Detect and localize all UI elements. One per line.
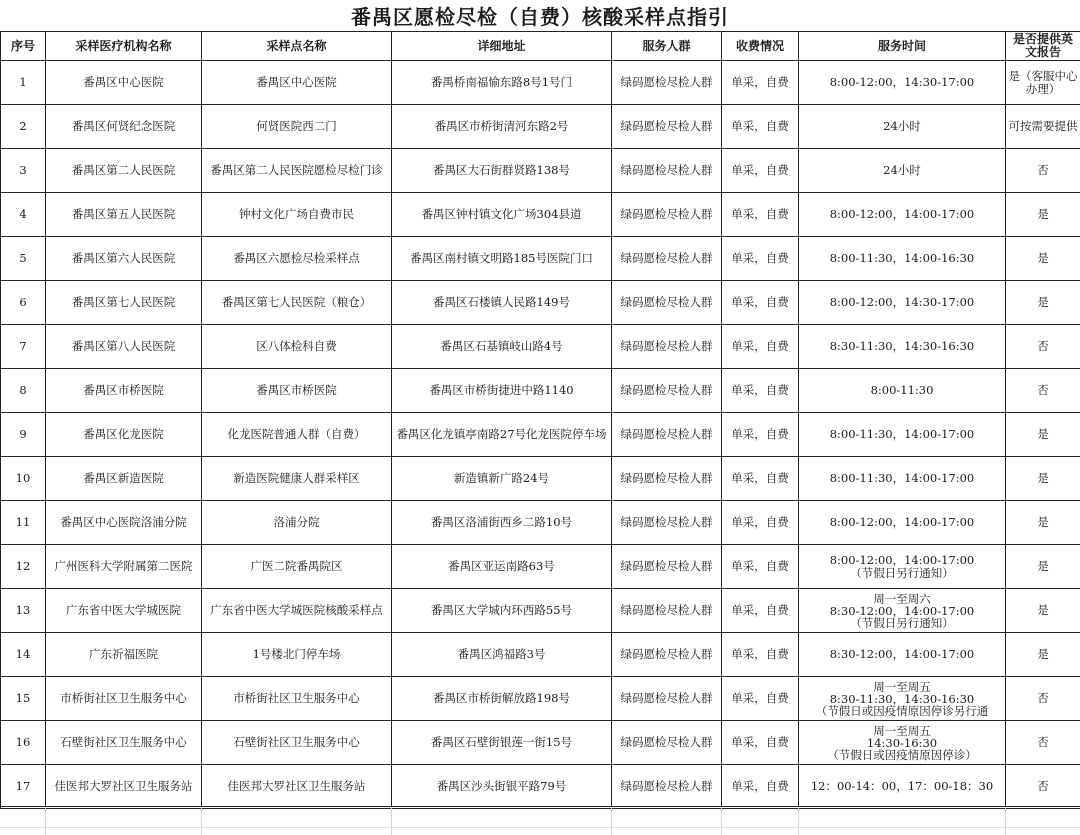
cell-group: 绿码愿检尽检人群: [612, 677, 722, 721]
cell-group: 绿码愿检尽检人群: [612, 105, 722, 149]
cell-address: 番禺区大石街群贤路138号: [392, 149, 612, 193]
cell-fee: 单采，自费: [722, 721, 799, 765]
cell-english-report: 否: [1006, 149, 1080, 193]
cell-address: 番禺区石壁街银莲一街15号: [392, 721, 612, 765]
cell-english-report: 是: [1006, 545, 1080, 589]
cell-no: 8: [1, 369, 46, 413]
cell-english-report: 是: [1006, 633, 1080, 677]
cell-group: 绿码愿检尽检人群: [612, 457, 722, 501]
hours-line: 8:00-12:00，14:30-17:00: [801, 76, 1003, 89]
cell-english-report: 是: [1006, 193, 1080, 237]
hours-line: 周一至周六: [801, 593, 1003, 605]
hours-line: 24小时: [801, 164, 1003, 177]
cell-org: 广东省中医大学城医院: [46, 589, 202, 633]
cell-hours: [799, 237, 1006, 281]
hours-line: 8:00-12:00，14:00-17:00: [801, 516, 1003, 529]
cell-fee: 单采，自费: [722, 413, 799, 457]
cell-org: 佳医邦大罗社区卫生服务站: [46, 765, 202, 809]
cell-site: 新造医院健康人群采样区: [202, 457, 392, 501]
col-header-address: 详细地址: [392, 32, 612, 61]
cell-no: 7: [1, 325, 46, 369]
cell-fee: 单采，自费: [722, 765, 799, 809]
cell-group: 绿码愿检尽检人群: [612, 193, 722, 237]
cell-fee: 单采，自费: [722, 501, 799, 545]
hours-line: （节假日或因疫情原因停诊）: [801, 749, 1003, 761]
cell-group: 绿码愿检尽检人群: [612, 633, 722, 677]
table-row: [1, 501, 1080, 545]
cell-no: 4: [1, 193, 46, 237]
cell-no: 11: [1, 501, 46, 545]
cell-english-report: 否: [1006, 765, 1080, 809]
cell-no: 6: [1, 281, 46, 325]
cell-site: 市桥街社区卫生服务中心: [202, 677, 392, 721]
cell-site: 佳医邦大罗社区卫生服务站: [202, 765, 392, 809]
cell-no: 5: [1, 237, 46, 281]
hours-line: 8:00-11:30，14:00-17:00: [801, 472, 1003, 485]
cell-site: 何贤医院西二门: [202, 105, 392, 149]
cell-address: 番禺区市桥街捷进中路1140: [392, 369, 612, 413]
table-row: [1, 281, 1080, 325]
cell-fee: 单采，自费: [722, 325, 799, 369]
cell-org: 番禺区第七人民医院: [46, 281, 202, 325]
cell-english-report: 否: [1006, 677, 1080, 721]
cell-no: 17: [1, 765, 46, 809]
cell-group: 绿码愿检尽检人群: [612, 721, 722, 765]
cell-fee: 单采，自费: [722, 633, 799, 677]
col-header-english-report: 是否提供英文报告: [1006, 32, 1080, 61]
cell-site: 番禺区第七人民医院（粮仓）: [202, 281, 392, 325]
empty-sheet-area: [0, 806, 1080, 835]
cell-fee: 单采，自费: [722, 457, 799, 501]
cell-no: 14: [1, 633, 46, 677]
hours-line: 24小时: [801, 120, 1003, 133]
cell-no: 16: [1, 721, 46, 765]
hours-line: （节假日另行通知）: [801, 617, 1003, 629]
cell-group: 绿码愿检尽检人群: [612, 369, 722, 413]
hours-line: 8:30-11:30，14:30-16:30: [801, 340, 1003, 353]
cell-no: 13: [1, 589, 46, 633]
table-row: [1, 61, 1080, 105]
cell-hours: [799, 765, 1006, 809]
cell-fee: 单采，自费: [722, 281, 799, 325]
cell-site: 广医二院番禺院区: [202, 545, 392, 589]
cell-org: 番禺区市桥医院: [46, 369, 202, 413]
cell-address: 番禺区石楼镇人民路149号: [392, 281, 612, 325]
cell-site: 1号楼北门停车场: [202, 633, 392, 677]
cell-hours: [799, 589, 1006, 633]
table-row: [1, 677, 1080, 721]
cell-group: 绿码愿检尽检人群: [612, 765, 722, 809]
hours-line: 8:00-12:00，14:00-17:00: [801, 554, 1003, 567]
cell-address: 新造镇新广路24号: [392, 457, 612, 501]
cell-hours: [799, 325, 1006, 369]
cell-english-report: 否: [1006, 325, 1080, 369]
cell-no: 15: [1, 677, 46, 721]
cell-hours: [799, 633, 1006, 677]
cell-hours: [799, 61, 1006, 105]
cell-address: 番禺区大学城内环西路55号: [392, 589, 612, 633]
hours-line: 12：00-14：00，17：00-18：30: [801, 780, 1003, 793]
hours-line: 8:00-11:30，14:00-17:00: [801, 428, 1003, 441]
cell-site: 化龙医院普通人群（自费）: [202, 413, 392, 457]
cell-hours: [799, 281, 1006, 325]
col-header-site: 采样点名称: [202, 32, 392, 61]
cell-address: 番禺区洛浦街西乡二路10号: [392, 501, 612, 545]
hours-line: 周一至周五: [801, 681, 1003, 693]
table-row: [1, 457, 1080, 501]
cell-english-report: 是（客服中心办理）: [1006, 61, 1080, 105]
hours-line: （节假日或因疫情原因停诊另行通: [801, 705, 1003, 717]
table-body: [1, 61, 1080, 809]
cell-fee: 单采，自费: [722, 369, 799, 413]
cell-hours: [799, 501, 1006, 545]
hours-line: 8:30-11:30，14:30-16:30: [801, 693, 1003, 705]
cell-org: 番禺区第五人民医院: [46, 193, 202, 237]
cell-address: 番禺区市桥街解放路198号: [392, 677, 612, 721]
cell-org: 番禺区中心医院: [46, 61, 202, 105]
cell-hours: [799, 413, 1006, 457]
hours-line: 8:00-11:30，14:00-16:30: [801, 252, 1003, 265]
cell-group: 绿码愿检尽检人群: [612, 589, 722, 633]
cell-english-report: 可按需要提供: [1006, 105, 1080, 149]
col-header-org: 采样医疗机构名称: [46, 32, 202, 61]
cell-no: 3: [1, 149, 46, 193]
table-row: [1, 721, 1080, 765]
col-header-no: 序号: [1, 32, 46, 61]
cell-english-report: 是: [1006, 501, 1080, 545]
cell-english-report: 是: [1006, 589, 1080, 633]
cell-hours: [799, 105, 1006, 149]
table-row: [1, 765, 1080, 809]
cell-hours: [799, 457, 1006, 501]
sampling-site-table: [0, 31, 1080, 809]
cell-address: 番禺区钟村镇文化广场304县道: [392, 193, 612, 237]
table-row: [1, 149, 1080, 193]
cell-org: 番禺区第八人民医院: [46, 325, 202, 369]
cell-fee: 单采，自费: [722, 149, 799, 193]
cell-english-report: 是: [1006, 413, 1080, 457]
col-header-group: 服务人群: [612, 32, 722, 61]
cell-org: 市桥街社区卫生服务中心: [46, 677, 202, 721]
table-row: [1, 193, 1080, 237]
cell-address: 番禺桥南福愉东路8号1号门: [392, 61, 612, 105]
cell-org: 番禺区第二人民医院: [46, 149, 202, 193]
cell-site: 石壁街社区卫生服务中心: [202, 721, 392, 765]
cell-fee: 单采，自费: [722, 237, 799, 281]
cell-org: 石壁街社区卫生服务中心: [46, 721, 202, 765]
hours-line: 8:30-12:00，14:00-17:00: [801, 648, 1003, 661]
cell-site: 番禺区中心医院: [202, 61, 392, 105]
cell-address: 番禺区沙头街银平路79号: [392, 765, 612, 809]
hours-line: 8:30-12:00，14:00-17:00: [801, 605, 1003, 617]
cell-group: 绿码愿检尽检人群: [612, 149, 722, 193]
cell-fee: 单采，自费: [722, 105, 799, 149]
cell-english-report: 是: [1006, 237, 1080, 281]
cell-no: 1: [1, 61, 46, 105]
cell-fee: 单采，自费: [722, 545, 799, 589]
cell-address: 番禺区市桥街清河东路2号: [392, 105, 612, 149]
cell-hours: [799, 721, 1006, 765]
hours-line: 8:00-12:00，14:30-17:00: [801, 296, 1003, 309]
cell-site: 洛浦分院: [202, 501, 392, 545]
cell-no: 2: [1, 105, 46, 149]
cell-org: 广州医科大学附属第二医院: [46, 545, 202, 589]
cell-group: 绿码愿检尽检人群: [612, 413, 722, 457]
cell-site: 钟村文化广场自费市民: [202, 193, 392, 237]
hours-line: （节假日另行通知）: [801, 567, 1003, 580]
table-row: [1, 633, 1080, 677]
cell-site: 区八体检科自费: [202, 325, 392, 369]
header-row: [1, 32, 1080, 61]
cell-hours: [799, 369, 1006, 413]
cell-site: 广东省中医大学城医院核酸采样点: [202, 589, 392, 633]
cell-hours: [799, 545, 1006, 589]
cell-fee: 单采，自费: [722, 677, 799, 721]
table-row: [1, 413, 1080, 457]
hours-line: 周一至周五: [801, 725, 1003, 737]
cell-english-report: 否: [1006, 369, 1080, 413]
cell-hours: [799, 193, 1006, 237]
hours-line: 8:00-12:00，14:00-17:00: [801, 208, 1003, 221]
cell-group: 绿码愿检尽检人群: [612, 237, 722, 281]
cell-english-report: 否: [1006, 721, 1080, 765]
cell-no: 10: [1, 457, 46, 501]
cell-hours: [799, 149, 1006, 193]
table-row: [1, 545, 1080, 589]
cell-fee: 单采，自费: [722, 589, 799, 633]
cell-site: 番禺区第二人民医院愿检尽检门诊: [202, 149, 392, 193]
hours-line: 8:00-11:30: [801, 384, 1003, 397]
cell-org: 番禺区第六人民医院: [46, 237, 202, 281]
cell-english-report: 是: [1006, 281, 1080, 325]
cell-english-report: 是: [1006, 457, 1080, 501]
cell-no: 9: [1, 413, 46, 457]
cell-org: 番禺区新造医院: [46, 457, 202, 501]
table-row: [1, 105, 1080, 149]
sheet-title: 番禺区愿检尽检（自费）核酸采样点指引: [0, 0, 1080, 32]
col-header-fee: 收费情况: [722, 32, 799, 61]
cell-group: 绿码愿检尽检人群: [612, 545, 722, 589]
cell-org: 番禺区中心医院洛浦分院: [46, 501, 202, 545]
table-row: [1, 325, 1080, 369]
cell-org: 番禺区何贤纪念医院: [46, 105, 202, 149]
cell-address: 番禺区亚运南路63号: [392, 545, 612, 589]
cell-org: 番禺区化龙医院: [46, 413, 202, 457]
cell-group: 绿码愿检尽检人群: [612, 501, 722, 545]
cell-fee: 单采，自费: [722, 193, 799, 237]
cell-address: 番禺区石基镇岐山路4号: [392, 325, 612, 369]
cell-hours: [799, 677, 1006, 721]
cell-address: 番禺区南村镇文明路185号医院门口: [392, 237, 612, 281]
cell-group: 绿码愿检尽检人群: [612, 281, 722, 325]
table-row: [1, 589, 1080, 633]
hours-line: 14:30-16:30: [801, 737, 1003, 749]
cell-fee: 单采，自费: [722, 61, 799, 105]
cell-group: 绿码愿检尽检人群: [612, 61, 722, 105]
cell-org: 广东祈福医院: [46, 633, 202, 677]
cell-no: 12: [1, 545, 46, 589]
cell-site: 番禺区市桥医院: [202, 369, 392, 413]
col-header-hours: 服务时间: [799, 32, 1006, 61]
table-row: [1, 369, 1080, 413]
cell-group: 绿码愿检尽检人群: [612, 325, 722, 369]
cell-site: 番禺区六愿检尽检采样点: [202, 237, 392, 281]
cell-address: 番禺区鸿福路3号: [392, 633, 612, 677]
table-row: [1, 237, 1080, 281]
cell-address: 番禺区化龙镇亭南路27号化龙医院停车场: [392, 413, 612, 457]
